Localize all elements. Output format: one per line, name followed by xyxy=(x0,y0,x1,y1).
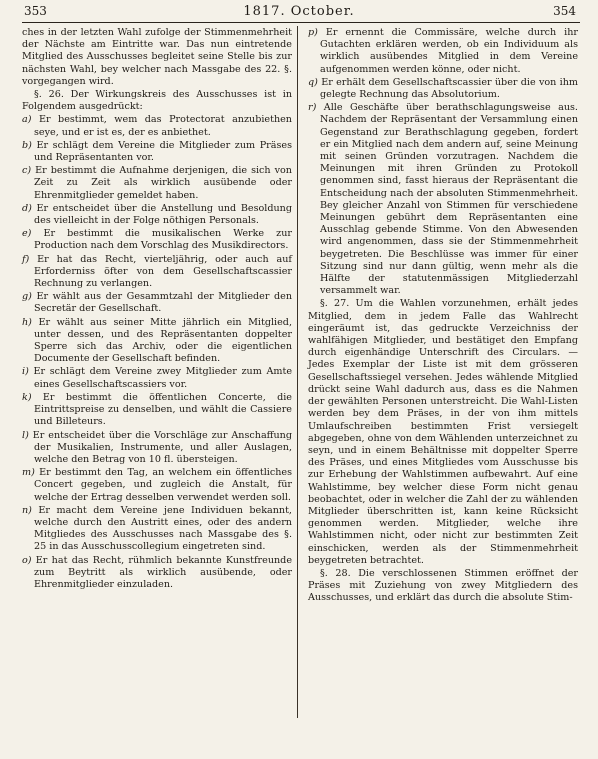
item-marker: a) xyxy=(22,114,32,126)
item-text: Er hat das Recht, vierteljährig, oder auch auf Erforderniss öfter von dem Gesellschaftscassier Rechnung zu verlangen. xyxy=(29,253,292,290)
list-item xyxy=(22,467,292,504)
list-item xyxy=(22,203,292,227)
running-title: 1817. October. xyxy=(243,4,355,19)
item-marker: q) xyxy=(308,76,318,88)
list-item xyxy=(22,140,292,164)
list-item xyxy=(308,102,578,297)
item-text: Er bestimmt den Tag, an welchem ein öffentliches Concert gegeben, und zugleich die Anstalt, für welche der Ertrag desselben verwendet werden soll. xyxy=(34,467,292,503)
list-item xyxy=(22,114,292,138)
item-marker: d) xyxy=(22,202,32,214)
item-text: Er schlägt dem Vereine zwey Mitglieder zum Amte eines Gesellschaftscassiers vor. xyxy=(28,366,292,390)
item-text: Er hat das Recht, rühmlich bekannte Kunstfreunde zum Beytritt als wirklich ausübende, oder Ehrenmitglieder einzuladen. xyxy=(31,554,292,590)
item-marker: i) xyxy=(22,366,29,378)
item-text: Er macht dem Vereine jene Individuen bekannt, welche durch den Austritt eines, oder des andern Mitgliedes des Ausschusses nach Massgabe des §. 25 in das Ausschusscollegium eingetreten sind. xyxy=(31,504,292,553)
list-item xyxy=(308,27,578,76)
item-marker: l) xyxy=(22,429,29,441)
list-item xyxy=(22,228,292,252)
item-marker: n) xyxy=(22,504,32,516)
list-item xyxy=(22,505,292,554)
list-item xyxy=(308,77,578,101)
item-marker: k) xyxy=(22,391,32,403)
item-text: Er ernennt die Commissäre, welche durch ihr Gutachten erklären werden, ob ein Individuum als wirklich ausübendes Mitglied in dem Vereine aufgenommen werden könne, oder nicht. xyxy=(317,27,578,75)
section-paragraph: §. 28. Die verschlossenen Stimmen eröffnet der Präses mit Zuziehung von zwey Mitgliedern des Ausschusses, und erklärt das durch die absolute Stim- xyxy=(308,567,578,604)
section-paragraph: §. 26. Der Wirkungskreis des Ausschusses ist in Folgendem ausgedrückt: xyxy=(22,89,292,113)
item-marker: g) xyxy=(22,291,32,303)
item-text: Er bestimmt die musikalischen Werke zur Production nach dem Vorschlag des Musikdirectors. xyxy=(31,228,292,252)
list-item xyxy=(22,317,292,366)
item-marker: o) xyxy=(22,554,32,566)
item-marker: b) xyxy=(22,139,32,151)
item-text: Er bestimmt die öffentlichen Concerte, die Eintrittspreise zu denselben, und wählt die Cassiere und Billeteurs. xyxy=(31,391,292,428)
item-marker: f) xyxy=(22,253,30,265)
item-text: Er wählt aus seiner Mitte jährlich ein Mitglied, unter dessen, und des Repräsentanten doppelter Sperre sich das Archiv, oder die eigentlichen Documente der Gesellschaft befinden. xyxy=(31,316,292,365)
item-text: Er erhält dem Gesellschaftscassier über die von ihm gelegte Rechnung das Absolutorium. xyxy=(317,76,578,101)
item-text: Er schlägt dem Vereine die Mitglieder zum Präses und Repräsentanten vor. xyxy=(31,139,292,164)
list-item xyxy=(22,430,292,467)
item-text: Er wählt aus der Gesammtzahl der Mitglieder den Secretär der Gesellschaft. xyxy=(31,291,292,315)
item-marker: e) xyxy=(22,228,32,240)
page-number-left: 353 xyxy=(24,4,47,18)
list-item xyxy=(22,366,292,390)
page-header xyxy=(0,4,598,22)
item-text: Er bestimmt, wem das Protectorat anzubiethen seye, und er ist es, der es anbiethet. xyxy=(31,114,292,138)
item-text: Alle Geschäfte über berathschlagungsweise aus. Nachdem der Repräsentant der Versammlung einen Gegenstand zur Berathschlagung gegeben, fordert er ein Mitglied nach dem andern auf, seine Meinung mit seinen Gründen vorzutragen. Nachdem die Meinungen mit ihren Gründen zu Protokoll genommen sind, fasst hieraus der Repräsentant die Entscheidung nach der absoluten Stimmenmehrheit. Bey gleicher Anzahl von Stimmen für verschiedene Meinungen gebührt dem Repräsentanten eine Ausschlag gebende Stimme. Von den Abwesenden wird angenommen, dass sie der Stimmenmehrheit beygetreten. Die Beschlüsse was immer für einer Sitzung sind nur dann gültig, wenn mehr als die Hälfte der statutenmässigen Mitgliederzahl versammelt war. xyxy=(316,102,578,297)
list-item xyxy=(22,254,292,291)
list-item xyxy=(22,291,292,315)
list-item xyxy=(22,392,292,429)
item-marker: c) xyxy=(22,165,32,177)
section-paragraph: §. 27. Um die Wahlen vorzunehmen, erhält jedes Mitglied, dem in jedem Falle das Wahlrecht eingeräumt ist, das gedruckte Verzeichniss der wahlfähigen Mitglieder, und bestätiget den Empfang durch eigenhändige Unterschrift des Circulars. — Jedes Exemplar der Liste ist mit dem grösseren Gesellschaftssiegel versehen. Jedes wählende Mitglied drückt seine Wahl dadurch aus, dass es die Nahmen der gewählten Personen unterstreicht. Die Wahl-Listen werden bey dem Präses, in der von ihm mittels Umlaufschreiben bestimmten Frist versiegelt abgegeben, ohne von dem Wählenden unterzeichnet zu seyn, und in einem Behältnisse mit doppelter Sperre des Präses, und eines Mitgliedes vom Ausschusse bis zur Erhebung der Wahlstimmen aufbewahrt. Auf eine Wahlstimme, bey welcher diese Form nicht genau beobachtet, oder in welcher die Zahl der zu wählenden Mitglieder überschritten ist, kann keine Rücksicht genommen werden. Mitglieder, welche ihre Wahlstimmen nicht, oder nicht zur bestimmten Zeit einschicken, werden als der Stimmenmehrheit beygetreten betrachtet. xyxy=(308,298,578,566)
item-marker: h) xyxy=(22,316,32,328)
column-divider xyxy=(297,26,298,718)
item-text: Er entscheidet über die Anstellung und Besoldung des vielleicht in der Folge nöthigen Personals. xyxy=(31,202,292,227)
item-text: Er bestimmt die Aufnahme derjenigen, die sich von Zeit zu Zeit als wirklich ausübende oder Ehrenmitglieder gemeldet haben. xyxy=(31,165,292,201)
header-rule xyxy=(22,22,580,23)
item-marker: m) xyxy=(22,467,35,479)
page-number-right: 354 xyxy=(553,4,576,18)
item-text: Er entscheidet über die Vorschläge zur Anschaffung der Musikalien, Instrumente, und aller Auslagen, welche den Betrag von 10 fl. übersteigen. xyxy=(28,429,292,465)
continued-paragraph: ches in der letzten Wahl zufolge der Stimmenmehrheit der Nächste am Eintritte war. Das nun eintretende Mitglied des Ausschusses begleitet seine Stelle bis zur nächsten Wahl, bey welcher nach Massgabe des 22. §. vorgegangen wird. xyxy=(22,27,292,87)
right-column xyxy=(308,27,578,606)
list-item xyxy=(22,165,292,202)
item-marker: r) xyxy=(308,102,317,114)
item-marker: p) xyxy=(308,27,318,38)
left-column xyxy=(22,27,292,592)
list-item xyxy=(22,555,292,592)
